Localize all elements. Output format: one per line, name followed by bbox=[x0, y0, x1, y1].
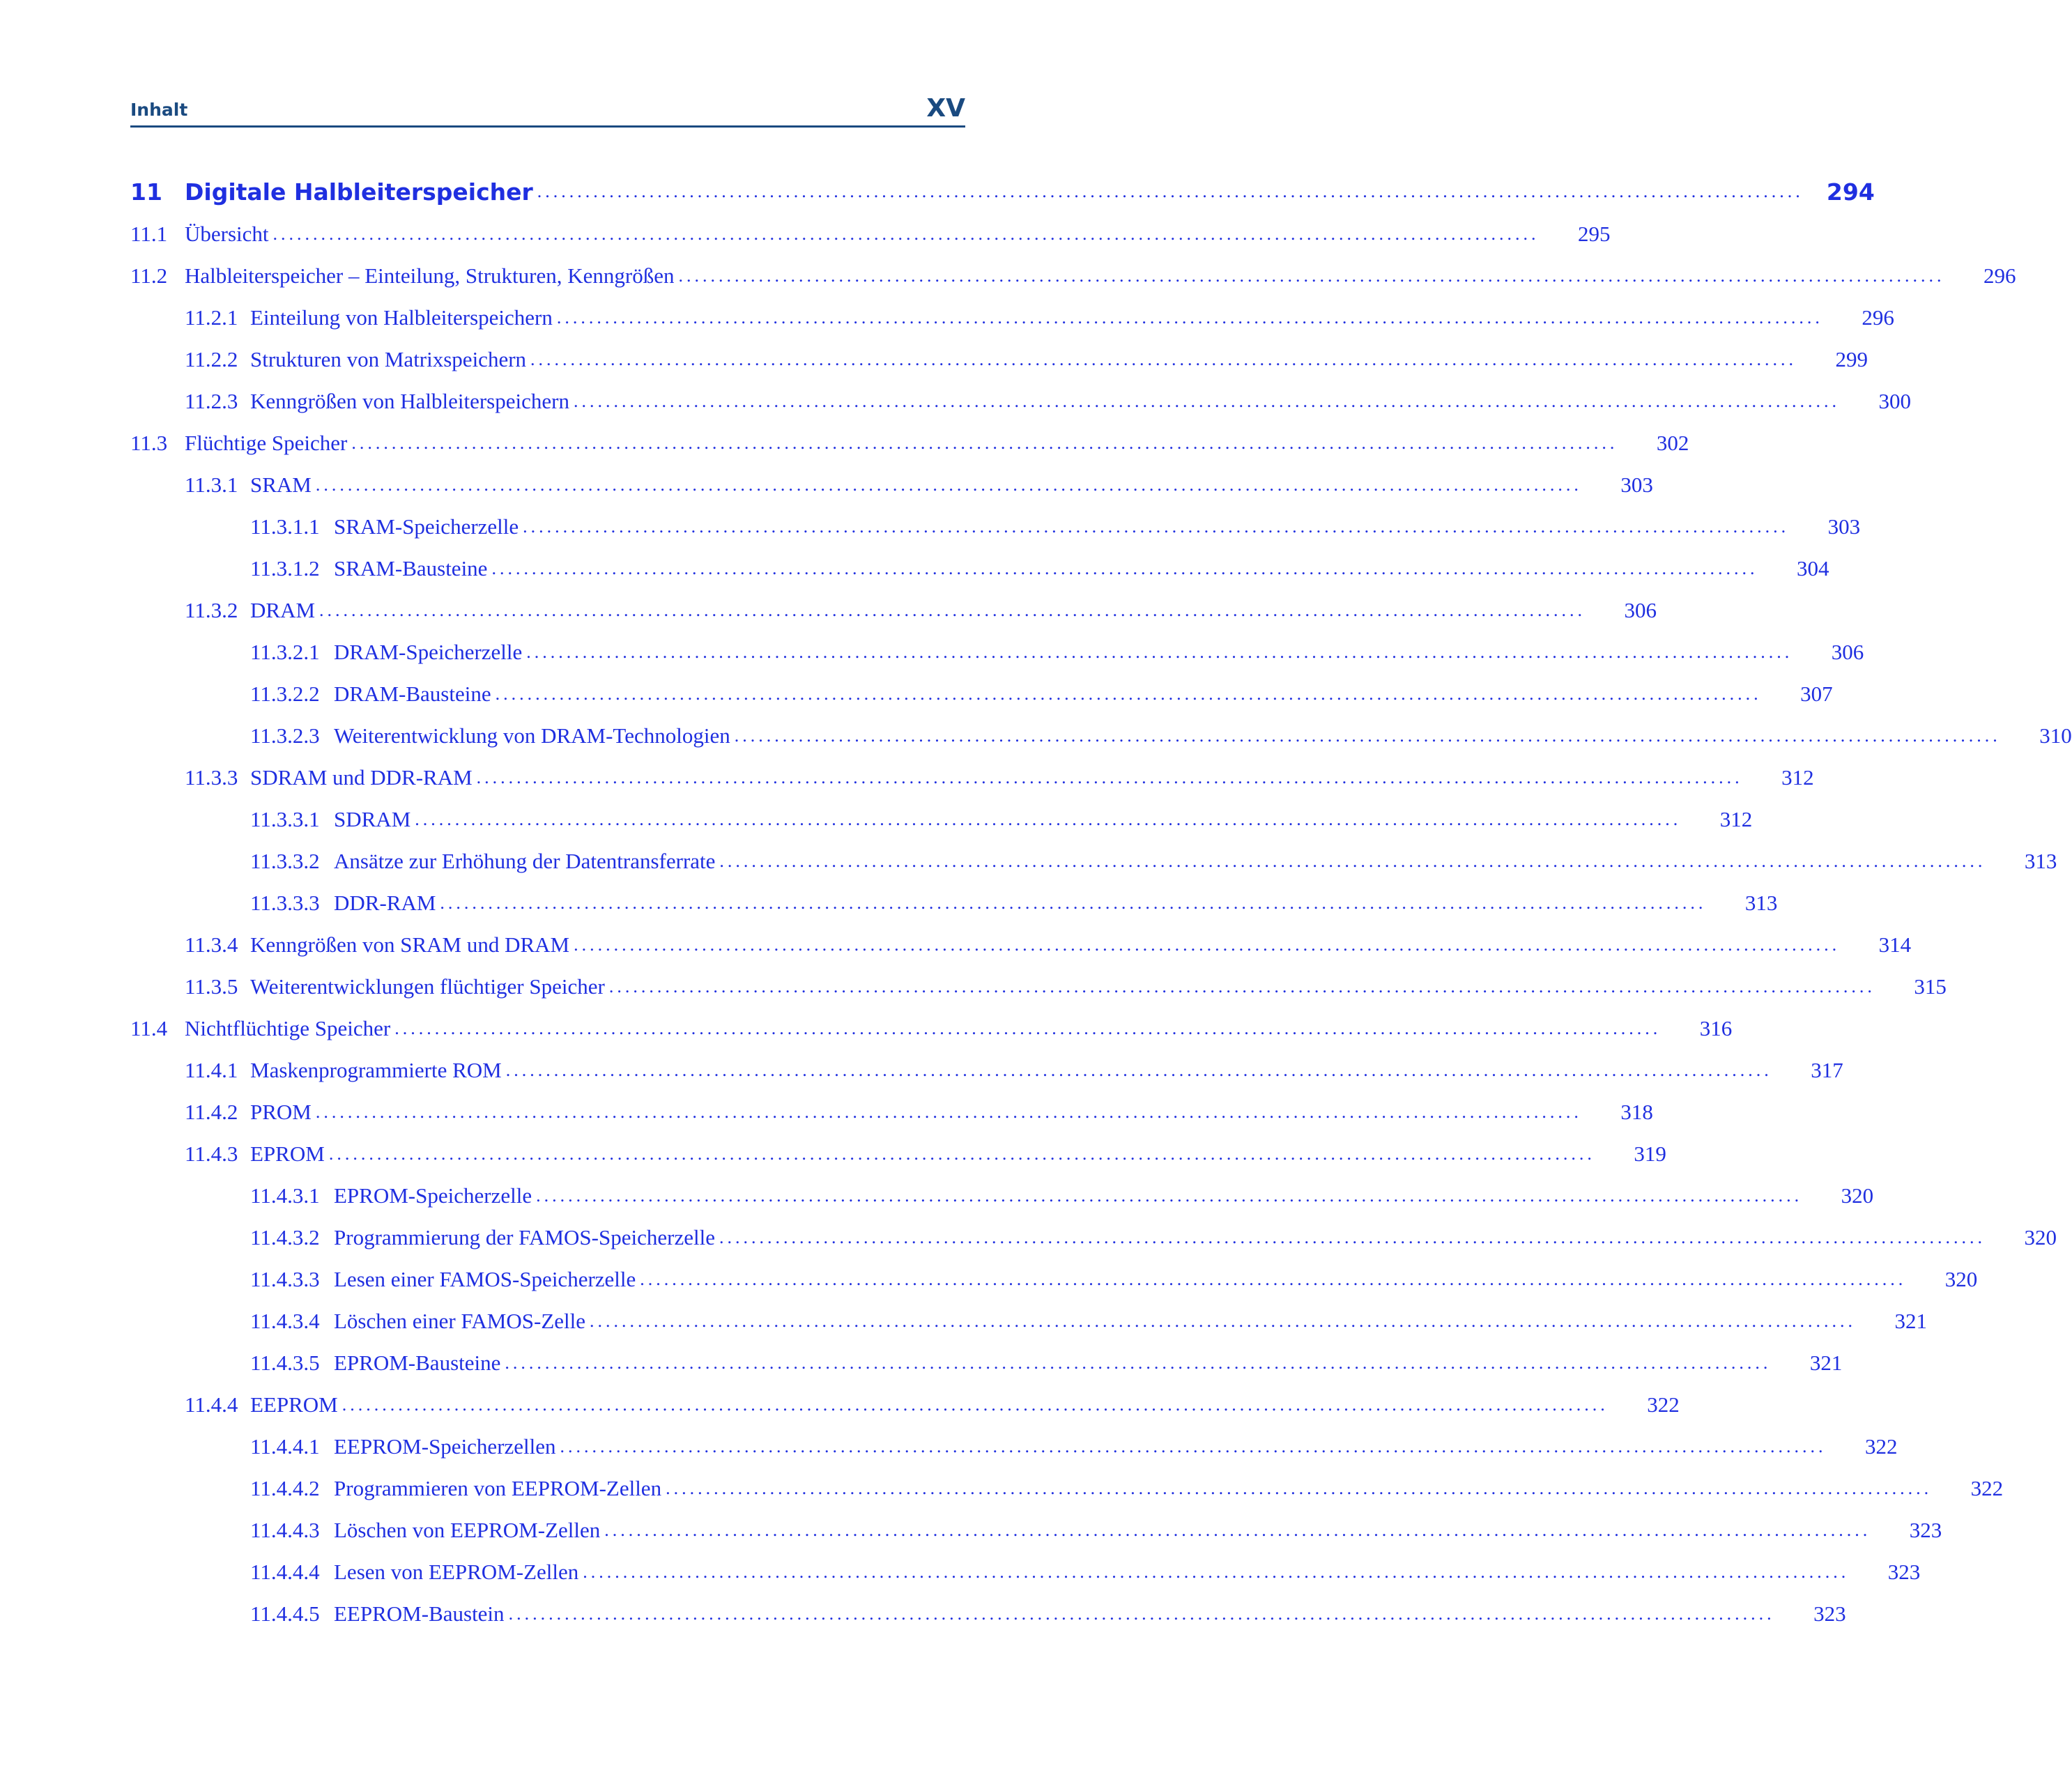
toc-entry-title: Flüchtige Speicher bbox=[185, 431, 348, 455]
toc-leader-dots: .............................................................................................................................................................. bbox=[315, 1102, 1582, 1122]
toc-entry-subsubsection[interactable] bbox=[130, 799, 1753, 840]
toc-entry-subsubsection[interactable] bbox=[130, 882, 1778, 924]
toc-entry-number: 11.4.3.3 bbox=[250, 1267, 320, 1291]
toc-entry-title: Programmierung der FAMOS-Speicherzelle bbox=[334, 1225, 715, 1249]
toc-entry-title: Strukturen von Matrixspeichern bbox=[250, 347, 527, 371]
toc-entry-number: 11.4.3.2 bbox=[250, 1225, 320, 1249]
toc-entry-subsection[interactable] bbox=[130, 297, 1894, 339]
toc-entry-subsubsection[interactable] bbox=[130, 1342, 1843, 1384]
toc-entry-title: DRAM-Bausteine bbox=[334, 682, 491, 706]
toc-leader-dots: .............................................................................................................................................................. bbox=[678, 266, 1945, 286]
toc-leader-dots: .............................................................................................................................................................. bbox=[719, 1227, 1986, 1247]
toc-leader-dots: .............................................................................................................................................................. bbox=[604, 1520, 1871, 1540]
toc-entry-page: 302 bbox=[1656, 431, 1689, 455]
toc-leader-dots: .............................................................................................................................................................. bbox=[536, 1185, 1803, 1206]
toc-entry-page: 306 bbox=[1831, 640, 1864, 664]
toc-entry-page: 312 bbox=[1719, 807, 1753, 831]
toc-entry-subsubsection[interactable] bbox=[130, 840, 2057, 882]
toc-entry-section[interactable] bbox=[130, 255, 2016, 297]
toc-entry-number: 11.4.3.1 bbox=[250, 1183, 320, 1208]
toc-entry-page: 322 bbox=[1865, 1434, 1898, 1459]
toc-leader-dots: .............................................................................................................................................................. bbox=[273, 224, 1540, 244]
toc-entry-number: 11.4.1 bbox=[185, 1058, 238, 1082]
toc-entry-title: SRAM-Bausteine bbox=[334, 556, 488, 580]
toc-entry-number: 11.4.4.5 bbox=[250, 1601, 320, 1626]
toc-leader-dots: .............................................................................................................................................................. bbox=[508, 1604, 1775, 1624]
toc-entry-number: 11.4 bbox=[130, 1016, 168, 1040]
toc-entry-number: 11.3.2.3 bbox=[250, 723, 320, 748]
toc-entry-subsection[interactable] bbox=[130, 339, 1868, 380]
toc-entry-page: 314 bbox=[1878, 932, 1912, 957]
toc-leader-dots: .............................................................................................................................................................. bbox=[495, 684, 1762, 704]
toc-entry-title: SRAM-Speicherzelle bbox=[334, 514, 519, 539]
toc-entry-subsubsection[interactable] bbox=[130, 506, 1861, 548]
header-page-number: XV bbox=[926, 94, 965, 123]
toc-entry-page: 295 bbox=[1578, 222, 1611, 246]
toc-entry-subsubsection[interactable] bbox=[130, 1426, 1898, 1468]
toc-entry-title: Maskenprogrammierte ROM bbox=[250, 1058, 502, 1082]
toc-entry-chapter[interactable] bbox=[130, 170, 1875, 213]
toc-entry-title: Digitale Halbleiterspeicher bbox=[185, 178, 533, 206]
toc-leader-dots: .............................................................................................................................................................. bbox=[440, 893, 1707, 913]
toc-entry-subsubsection[interactable] bbox=[130, 548, 1829, 590]
toc-entry-page: 321 bbox=[1894, 1309, 1927, 1333]
header-section-title: Inhalt bbox=[130, 100, 188, 120]
toc-entry-section[interactable] bbox=[130, 213, 1611, 255]
toc-entry-title: EPROM-Bausteine bbox=[334, 1351, 501, 1375]
toc-leader-dots: .............................................................................................................................................................. bbox=[351, 433, 1618, 453]
toc-entry-page: 323 bbox=[1887, 1560, 1921, 1584]
toc-entry-section[interactable] bbox=[130, 1008, 1733, 1049]
toc-entry-title: Übersicht bbox=[185, 222, 269, 246]
toc-entry-number: 11.3.3.3 bbox=[250, 891, 320, 915]
toc-entry-page: 307 bbox=[1800, 682, 1833, 706]
toc-entry-number: 11.4.4 bbox=[185, 1392, 238, 1417]
toc-leader-dots: .............................................................................................................................................................. bbox=[476, 767, 1743, 787]
toc-entry-subsubsection[interactable] bbox=[130, 1593, 1846, 1635]
toc-leader-dots: .............................................................................................................................................................. bbox=[342, 1394, 1609, 1415]
toc-entry-title: SDRAM und DDR-RAM bbox=[250, 765, 473, 790]
toc-entry-title: SDRAM bbox=[334, 807, 411, 831]
toc-leader-dots: .............................................................................................................................................................. bbox=[583, 1562, 1850, 1582]
toc-leader-dots: .............................................................................................................................................................. bbox=[394, 1018, 1662, 1038]
toc-entry-subsubsection[interactable] bbox=[130, 673, 1833, 715]
toc-entry-subsection[interactable] bbox=[130, 966, 1947, 1008]
toc-leader-dots: .............................................................................................................................................................. bbox=[608, 976, 1875, 997]
toc-leader-dots: .............................................................................................................................................................. bbox=[560, 1436, 1827, 1456]
toc-entry-page: 306 bbox=[1624, 598, 1657, 622]
toc-entry-title: Lesen einer FAMOS-Speicherzelle bbox=[334, 1267, 636, 1291]
toc-entry-page: 296 bbox=[1862, 305, 1894, 330]
toc-entry-page: 313 bbox=[2024, 849, 2057, 873]
toc-entry-page: 294 bbox=[1826, 178, 1875, 206]
toc-entry-title: DRAM-Speicherzelle bbox=[334, 640, 523, 664]
toc-entry-page: 299 bbox=[1835, 347, 1868, 371]
toc-entry-subsection[interactable] bbox=[130, 1384, 1680, 1426]
toc-entry-number: 11.4.3.5 bbox=[250, 1351, 320, 1375]
toc-entry-subsection[interactable] bbox=[130, 1133, 1666, 1175]
toc-entry-page: 310 bbox=[2039, 723, 2072, 748]
toc-entry-page: 319 bbox=[1634, 1141, 1666, 1166]
toc-entry-title: Lesen von EEPROM-Zellen bbox=[334, 1560, 579, 1584]
toc-entry-subsubsection[interactable] bbox=[130, 1217, 2057, 1259]
toc-entry-subsection[interactable] bbox=[130, 1049, 1843, 1091]
toc-entry-title: EEPROM bbox=[250, 1392, 338, 1417]
toc-entry-title: SRAM bbox=[250, 472, 312, 497]
toc-entry-subsection[interactable] bbox=[130, 464, 1653, 506]
toc-entry-number: 11.4.4.3 bbox=[250, 1518, 320, 1542]
toc-entry-title: PROM bbox=[250, 1100, 312, 1124]
toc-entry-subsection[interactable] bbox=[130, 1091, 1653, 1133]
toc-entry-page: 321 bbox=[1809, 1351, 1843, 1375]
toc-leader-dots: .............................................................................................................................................................. bbox=[491, 558, 1758, 578]
toc-entry-number: 11.4.3.4 bbox=[250, 1309, 320, 1333]
toc-entry-title: Kenngrößen von SRAM und DRAM bbox=[250, 932, 570, 957]
toc-entry-page: 320 bbox=[2024, 1225, 2057, 1249]
running-header bbox=[130, 89, 965, 128]
toc-entry-subsection[interactable] bbox=[130, 590, 1657, 631]
toc-entry-subsubsection[interactable] bbox=[130, 1300, 1927, 1342]
toc-entry-number: 11.3.3 bbox=[185, 765, 238, 790]
toc-entry-subsubsection[interactable] bbox=[130, 1509, 1942, 1551]
toc-leader-dots: .............................................................................................................................................................. bbox=[640, 1269, 1907, 1289]
toc-leader-dots: .............................................................................................................................................................. bbox=[574, 935, 1841, 955]
toc-entry-number: 11.3 bbox=[130, 431, 168, 455]
toc-entry-number: 11.4.2 bbox=[185, 1100, 238, 1124]
toc-entry-subsubsection[interactable] bbox=[130, 1551, 1921, 1593]
toc-entry-title: Einteilung von Halbleiterspeichern bbox=[250, 305, 553, 330]
toc-entry-title: Halbleiterspeicher – Einteilung, Strukturen, Kenngrößen bbox=[185, 263, 675, 288]
toc-entry-page: 296 bbox=[1983, 263, 2016, 288]
toc-entry-title: Ansätze zur Erhöhung der Datentransferrate bbox=[334, 849, 716, 873]
toc-entry-page: 304 bbox=[1796, 556, 1829, 580]
toc-entry-number: 11.4.3 bbox=[185, 1141, 238, 1166]
toc-entry-section[interactable] bbox=[130, 422, 1689, 464]
toc-leader-dots: .............................................................................................................................................................. bbox=[734, 725, 2001, 746]
table-of-contents bbox=[130, 170, 2072, 1635]
toc-leader-dots: .............................................................................................................................................................. bbox=[505, 1060, 1772, 1080]
toc-entry-number: 11.2.1 bbox=[185, 305, 238, 330]
toc-leader-dots: .............................................................................................................................................................. bbox=[526, 642, 1793, 662]
toc-entry-title: EEPROM-Speicherzellen bbox=[334, 1434, 556, 1459]
toc-entry-title: Löschen von EEPROM-Zellen bbox=[334, 1518, 601, 1542]
toc-entry-title: EPROM-Speicherzelle bbox=[334, 1183, 532, 1208]
toc-entry-subsubsection[interactable] bbox=[130, 715, 2072, 757]
toc-leader-dots: .............................................................................................................................................................. bbox=[530, 349, 1797, 369]
toc-entry-number: 11.2 bbox=[130, 263, 168, 288]
toc-entry-title: Nichtflüchtige Speicher bbox=[185, 1016, 391, 1040]
toc-entry-title: Weiterentwicklung von DRAM-Technologien bbox=[334, 723, 730, 748]
toc-entry-subsection[interactable] bbox=[130, 380, 1911, 422]
toc-leader-dots: .............................................................................................................................................................. bbox=[328, 1144, 1595, 1164]
toc-leader-dots: .............................................................................................................................................................. bbox=[505, 1353, 1772, 1373]
toc-leader-dots: .............................................................................................................................................................. bbox=[590, 1311, 1856, 1331]
toc-leader-dots: .............................................................................................................................................................. bbox=[537, 181, 1804, 201]
toc-leader-dots: .............................................................................................................................................................. bbox=[666, 1478, 1933, 1498]
toc-entry-page: 300 bbox=[1878, 389, 1911, 413]
toc-leader-dots: .............................................................................................................................................................. bbox=[415, 809, 1682, 829]
toc-leader-dots: .............................................................................................................................................................. bbox=[573, 391, 1840, 411]
toc-entry-number: 11.3.5 bbox=[185, 974, 238, 999]
toc-entry-subsubsection[interactable] bbox=[130, 1259, 1978, 1300]
toc-entry-page: 313 bbox=[1744, 891, 1778, 915]
toc-entry-number: 11.3.3.1 bbox=[250, 807, 320, 831]
toc-entry-number: 11.3.1.1 bbox=[250, 514, 320, 539]
toc-entry-page: 320 bbox=[1841, 1183, 1874, 1208]
toc-entry-title: EEPROM-Baustein bbox=[334, 1601, 505, 1626]
toc-entry-number: 11.3.2 bbox=[185, 598, 238, 622]
toc-leader-dots: .............................................................................................................................................................. bbox=[523, 516, 1790, 537]
toc-entry-number: 11.3.1 bbox=[185, 472, 238, 497]
toc-entry-number: 11.1 bbox=[130, 222, 168, 246]
toc-entry-subsubsection[interactable] bbox=[130, 631, 1864, 673]
toc-entry-page: 320 bbox=[1944, 1267, 1978, 1291]
toc-entry-subsection[interactable] bbox=[130, 757, 1814, 799]
toc-entry-title: Weiterentwicklungen flüchtiger Speicher bbox=[250, 974, 605, 999]
toc-entry-page: 303 bbox=[1827, 514, 1861, 539]
toc-entry-title: DDR-RAM bbox=[334, 891, 436, 915]
toc-entry-page: 318 bbox=[1620, 1100, 1653, 1124]
toc-entry-number: 11.2.3 bbox=[185, 389, 238, 413]
toc-entry-number: 11.3.3.2 bbox=[250, 849, 320, 873]
toc-entry-page: 303 bbox=[1620, 472, 1653, 497]
toc-entry-page: 323 bbox=[1813, 1601, 1846, 1626]
toc-entry-subsection[interactable] bbox=[130, 924, 1912, 966]
toc-entry-page: 322 bbox=[1647, 1392, 1680, 1417]
toc-entry-number: 11 bbox=[130, 178, 162, 206]
toc-entry-title: EPROM bbox=[250, 1141, 325, 1166]
toc-entry-page: 317 bbox=[1811, 1058, 1843, 1082]
toc-entry-number: 11.3.1.2 bbox=[250, 556, 320, 580]
toc-entry-number: 11.4.4.4 bbox=[250, 1560, 320, 1584]
toc-entry-number: 11.3.4 bbox=[185, 932, 238, 957]
toc-entry-title: Löschen einer FAMOS-Zelle bbox=[334, 1309, 585, 1333]
toc-entry-title: Programmieren von EEPROM-Zellen bbox=[334, 1476, 662, 1500]
toc-leader-dots: .............................................................................................................................................................. bbox=[556, 307, 1823, 328]
toc-entry-number: 11.3.2.2 bbox=[250, 682, 320, 706]
toc-entry-page: 316 bbox=[1699, 1016, 1733, 1040]
toc-entry-subsubsection[interactable] bbox=[130, 1175, 1874, 1217]
toc-entry-subsubsection[interactable] bbox=[130, 1468, 2004, 1509]
toc-entry-page: 312 bbox=[1781, 765, 1814, 790]
toc-leader-dots: .............................................................................................................................................................. bbox=[315, 475, 1582, 495]
toc-entry-page: 323 bbox=[1909, 1518, 1942, 1542]
toc-entry-number: 11.2.2 bbox=[185, 347, 238, 371]
toc-entry-title: Kenngrößen von Halbleiterspeichern bbox=[250, 389, 569, 413]
toc-leader-dots: .............................................................................................................................................................. bbox=[719, 851, 1986, 871]
toc-entry-page: 322 bbox=[1970, 1476, 2004, 1500]
toc-entry-number: 11.4.4.2 bbox=[250, 1476, 320, 1500]
toc-entry-number: 11.3.2.1 bbox=[250, 640, 320, 664]
toc-leader-dots: .............................................................................................................................................................. bbox=[319, 600, 1586, 620]
toc-entry-title: DRAM bbox=[250, 598, 316, 622]
toc-entry-page: 315 bbox=[1914, 974, 1947, 999]
toc-entry-number: 11.4.4.1 bbox=[250, 1434, 320, 1459]
